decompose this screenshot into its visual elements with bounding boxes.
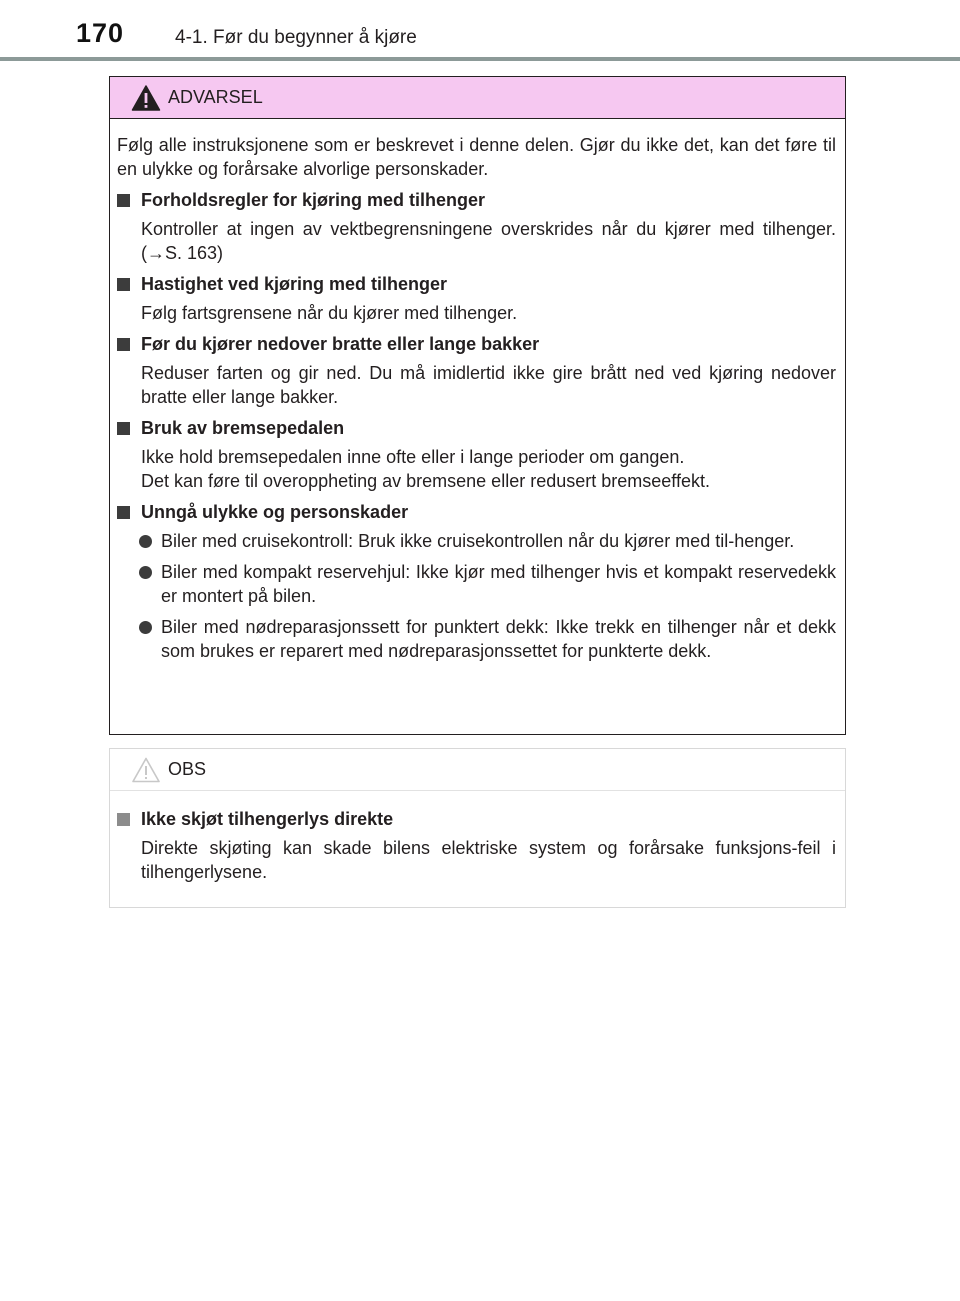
warning-body <box>110 119 845 663</box>
section-heading-text: Bruk av bremsepedalen <box>141 418 345 438</box>
notice-header <box>110 749 845 791</box>
notice-label: OBS <box>168 759 207 779</box>
section-text-part: Kontroller at ingen av vektbegrensningene overskrides når du kjører med tilhenger. ( <box>141 219 836 263</box>
list-item <box>117 615 836 663</box>
section-text-line: Ikke hold bremsepedalen inne ofte eller i lange perioder om gangen. <box>141 447 685 467</box>
notice-box <box>109 748 846 908</box>
section-heading <box>117 332 836 356</box>
caution-triangle-outline-icon <box>131 756 161 784</box>
section-heading-text: Før du kjører nedover bratte eller lange bakker <box>141 334 540 354</box>
square-bullet-icon <box>117 813 130 826</box>
section-heading-text: Forholdsregler for kjøring med tilhenger <box>141 190 486 210</box>
list-item-text: Biler med kompakt reservehjul: Ikke kjør med tilhenger hvis et kompakt reservedekk er montert på bilen. <box>161 562 836 606</box>
page-number: 170 <box>76 18 125 48</box>
warning-intro: Følg alle instruksjonene som er beskrevet i denne delen. Gjør du ikke det, kan det føre til en ulykke og forårsake alvorlige personskader. <box>117 135 836 179</box>
section-text: Direkte skjøting kan skade bilens elektriske system og forårsake funksjons-feil i tilhengerlysene. <box>141 838 836 882</box>
section-heading-text: Unngå ulykke og personskader <box>141 502 409 522</box>
square-bullet-icon <box>117 278 130 291</box>
warning-triangle-icon <box>131 84 161 112</box>
list-item <box>117 560 836 608</box>
section-heading <box>117 500 836 524</box>
square-bullet-icon <box>117 422 130 435</box>
section-text <box>117 217 836 265</box>
warning-section <box>117 332 836 409</box>
section-text: Reduser farten og gir ned. Du må imidlertid ikke gire brått ned ved kjøring nedover bratte eller lange bakker. <box>141 363 836 407</box>
section-text-line: Det kan føre til overoppheting av bremsene eller redusert bremseeffekt. <box>141 471 710 491</box>
section-heading-text: Ikke skjøt tilhengerlys direkte <box>141 809 394 829</box>
section-text: Følg fartsgrensene når du kjører med tilhenger. <box>141 303 518 323</box>
page-reference-link[interactable]: S. 163) <box>165 243 224 263</box>
section-heading <box>117 188 836 212</box>
section-heading <box>117 807 836 831</box>
square-bullet-icon <box>117 506 130 519</box>
section-heading <box>117 272 836 296</box>
page-header <box>0 0 960 62</box>
warning-section <box>117 272 836 325</box>
arrow-icon: → <box>147 243 165 263</box>
notice-section <box>117 807 836 884</box>
square-bullet-icon <box>117 194 130 207</box>
warning-box <box>109 76 846 735</box>
warning-section <box>117 188 836 265</box>
warning-section <box>117 416 836 493</box>
header-divider <box>0 57 960 61</box>
round-bullet-icon <box>139 535 152 548</box>
warning-header <box>110 77 845 119</box>
round-bullet-icon <box>139 621 152 634</box>
round-bullet-icon <box>139 566 152 579</box>
list-item-text: Biler med cruisekontroll: Bruk ikke cruisekontrollen når du kjører med til-henger. <box>161 531 795 551</box>
warning-label: ADVARSEL <box>168 87 263 107</box>
section-heading-text: Hastighet ved kjøring med tilhenger <box>141 274 448 294</box>
warning-section <box>117 500 836 663</box>
notice-body <box>110 791 845 884</box>
section-heading <box>117 416 836 440</box>
square-bullet-icon <box>117 338 130 351</box>
section-title: 4-1. Før du begynner å kjøre <box>175 27 417 48</box>
list-item-text: Biler med nødreparasjonssett for punktert dekk: Ikke trekk en tilhenger når et dekk som brukes er reparert med nødreparasjonssettet for punkterte dekk. <box>161 617 836 661</box>
list-item <box>117 529 836 553</box>
